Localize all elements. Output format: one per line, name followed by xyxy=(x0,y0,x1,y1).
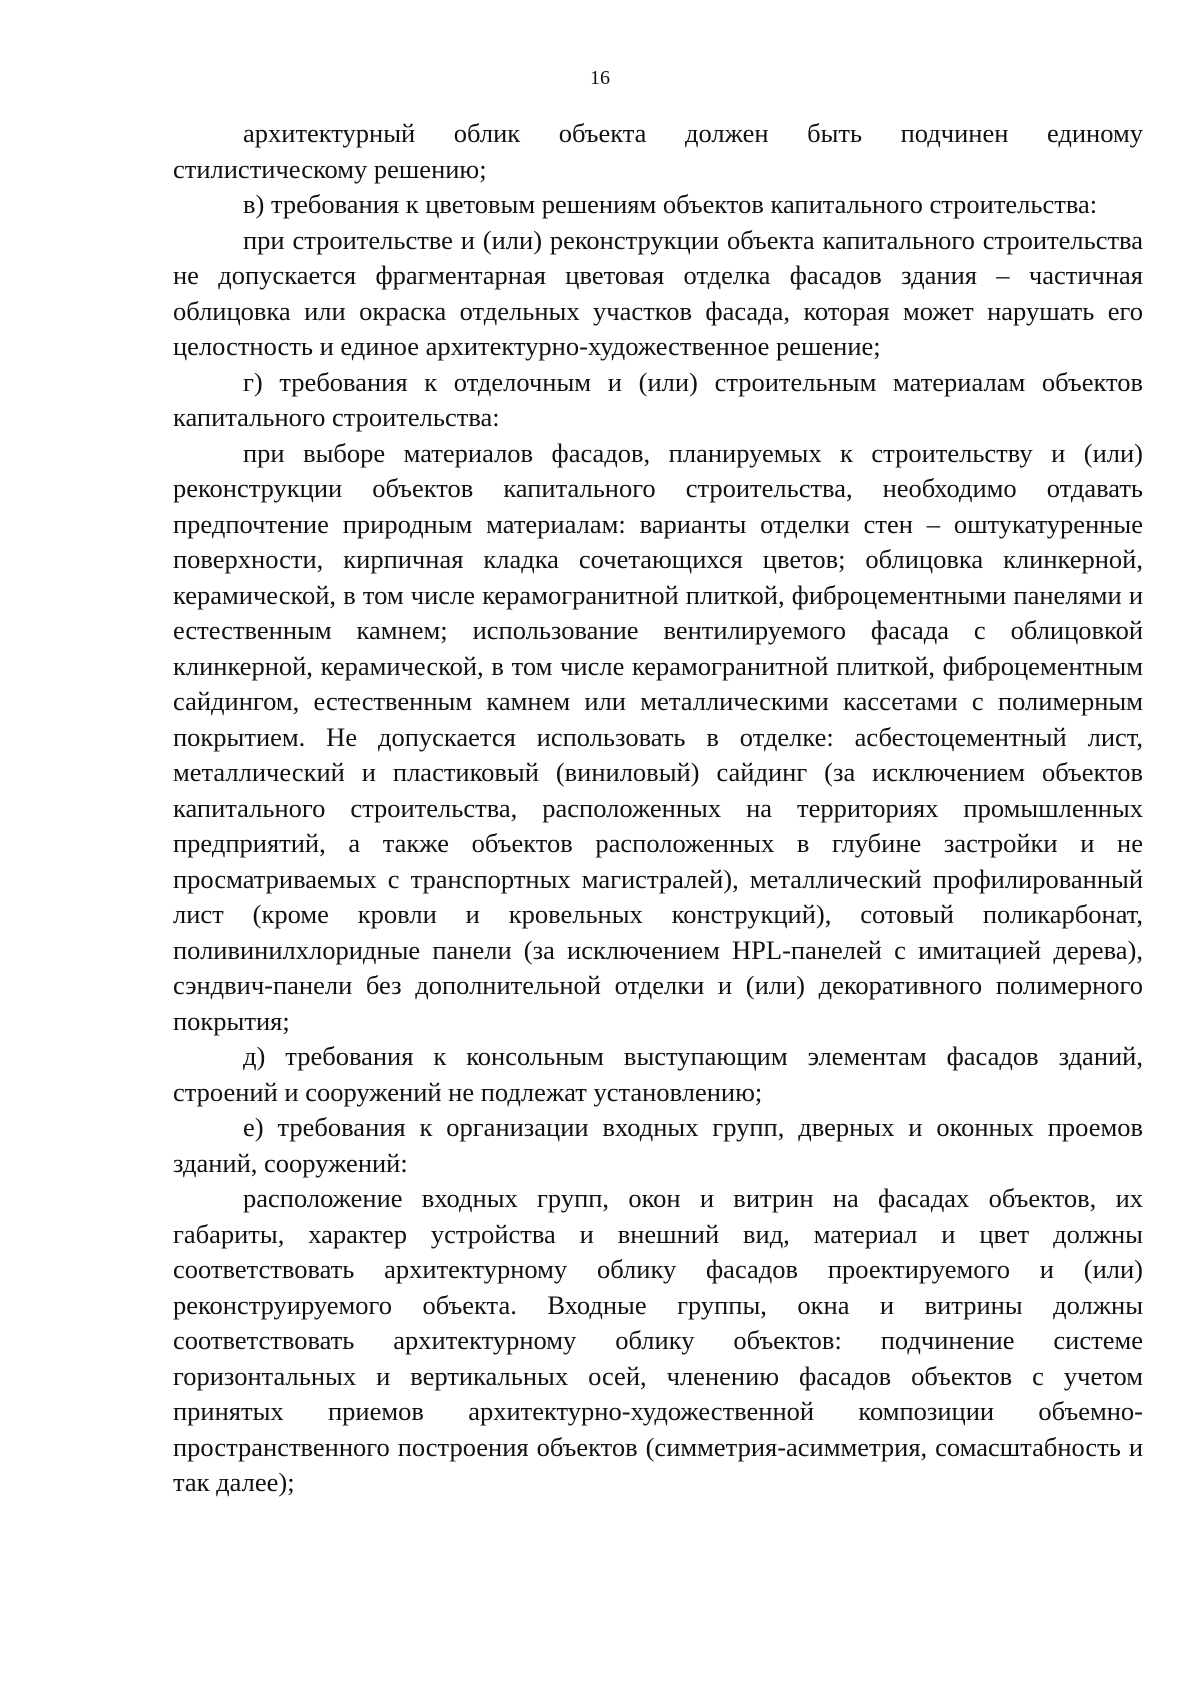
paragraph-cantilever-elements: д) требования к консольным выступающим элементам фасадов зданий, строений и сооружений не подлежат установлению; xyxy=(173,1041,1143,1107)
page-number: 16 xyxy=(590,67,610,89)
paragraph-materials-requirements: при выборе материалов фасадов, планируемых к строительству и (или) реконструкции объектов капитального строительства, необходимо отдавать предпочтение природным материалам: варианты отделки стен – оштукатуренные поверхности, кирпичная кладка сочетающихся цветов; облицовка клинкерной, керамической, в том числе керамогранитной плиткой, фиброцементными панелями и естественным камнем; использование вентилируемого фасада с облицовкой клинкерной, керамической, в том числе керамогранитной плиткой, фиброцементным сайдингом, естественным камнем или металлическими кассетами с полимерным покрытием. Не допускается использовать в отделке: асбестоцементный лист, металлический и пластиковый (виниловый) сайдинг (за исключением объектов капитального строительства, расположенных на территориях промышленных предприятий, а также объектов расположенных в глубине застройки и не просматриваемых с транспортных магистралей), металлический профилированный лист (кроме кровли и кровельных конструкций), сотовый поликарбонат, поливинилхлоридные панели (за исключением HPL-панелей с имитацией дерева), сэндвич-панели без дополнительной отделки и (или) декоративного полимерного покрытия; xyxy=(173,437,1143,1036)
paragraph-architectural-appearance: архитектурный облик объекта должен быть подчинен единому стилистическому решению; xyxy=(173,118,1143,184)
document-body xyxy=(173,116,1143,1501)
paragraph-materials-heading: г) требования к отделочным и (или) строительным материалам объектов капитального строительства: xyxy=(173,366,1143,432)
paragraph-entrance-groups-requirements: расположение входных групп, окон и витрин на фасадах объектов, их габариты, характер устройства и внешний вид, материал и цвет должны соответствовать архитектурному облику фасадов проектируемого и (или) реконструируемого объекта. Входные группы, окна и витрины должны соответствовать архитектурному облику объектов: подчинение системе горизонтальных и вертикальных осей, членению фасадов объектов с учетом принятых приемов архитектурно-художественной композиции объемно-пространственного построения объектов (симметрия-асимметрия, сомасштабность и так далее); xyxy=(173,1183,1143,1497)
paragraph-entrance-groups-heading: е) требования к организации входных групп, дверных и оконных проемов зданий, сооружений: xyxy=(173,1112,1143,1178)
paragraph-color-requirements: при строительстве и (или) реконструкции объекта капитального строительства не допускается фрагментарная цветовая отделка фасадов здания – частичная облицовка или окраска отдельных участков фасада, которая может нарушать его целостность и единое архитектурно-художественное решение; xyxy=(173,224,1143,361)
paragraph-color-requirements-heading: в) требования к цветовым решениям объектов капитального строительства: xyxy=(243,189,1098,219)
